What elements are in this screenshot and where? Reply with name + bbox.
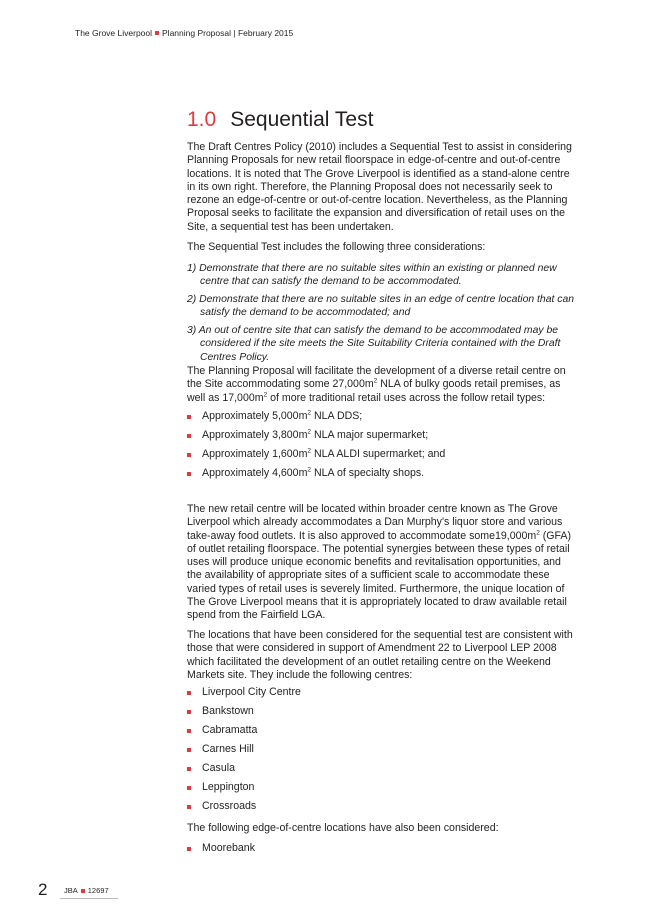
header-project: The Grove Liverpool [75, 28, 153, 38]
new-centre-paragraph [187, 503, 577, 623]
section-number: 1.0 [187, 108, 217, 131]
proposal-paragraph [187, 365, 577, 405]
proposal-text: NLA of bulky goods retail premises, as well as 17,000m [187, 378, 561, 404]
section-heading [187, 108, 373, 132]
list-item: Approximately $5,000m^2$ NLA DDS; [187, 410, 362, 423]
list-item: Approximately $4,600m^2$ NLA of specialty shops. [187, 467, 424, 480]
bullet-dot [155, 31, 159, 35]
list-item: Cabramatta [187, 724, 257, 737]
superscript: 2 [536, 529, 540, 537]
header-document: Planning Proposal | February 2015 [162, 28, 294, 38]
list-item: Approximately $3,800m^2$ NLA major supermarket; [187, 429, 428, 442]
consideration-item: 1) Demonstrate that there are no suitable sites within an existing or planned new centre that can satisfy the demand to be accommodated. [187, 263, 557, 288]
proposal-text: of more traditional retail uses across the follow retail types: [267, 391, 546, 404]
page-header [75, 28, 293, 38]
list-item: Approximately $1,600m^2$ NLA ALDI supermarket; and [187, 448, 445, 461]
superscript: 2 [373, 377, 378, 385]
considerations-intro: The Sequential Test includes the following three considerations: [187, 241, 486, 253]
bullet-dot [81, 889, 85, 893]
superscript: 2 [263, 391, 268, 399]
list-item: Bankstown [187, 705, 254, 718]
list-item: Leppington [187, 781, 254, 794]
locations-intro: The locations that have been considered for the sequential test are consistent with those that were considered in support of Amendment 22 to Liverpool LEP 2008 which facilitated the development of an outlet retailing centre on the Weekend Markets site. They include the following centres: [187, 629, 573, 681]
footer-company: JBA [64, 886, 78, 895]
proposal-text: The Planning Proposal will facilitate the development of a diverse retail centre on the Site accommodating some 27,000m [187, 365, 566, 391]
paragraph-text: The new retail centre will be located within broader centre known as The Grove Liverpool which already accommodates a Dan Murphy's liquor store and various take-away food outlets. It is also approved to accommodate some19,000m [187, 503, 563, 542]
list-item: Liverpool City Centre [187, 686, 301, 699]
page-number: 2 [38, 880, 48, 899]
list-item: Casula [187, 762, 235, 775]
consideration-item: 2) Demonstrate that there are no suitable sites in an edge of centre location that can satisfy the demand to be accommodated; and [187, 294, 574, 319]
list-item: Crossroads [187, 800, 256, 813]
paragraph-text: (GFA) of outlet retailing floorspace. The potential synergies between these types of retail uses will produce unique economic benefits and revitalisation opportunities, and the availability of appropriate sites of a sufficient scale to accommodate these varied types of retail uses is severely limited. Furthermore, the unique location of The Grove Liverpool means that it is appropriately located to draw available retail spend from the Fairfield LGA. [187, 529, 572, 622]
page-footer [64, 886, 109, 895]
footer-divider [60, 898, 118, 899]
footer-job-number: 12697 [87, 886, 109, 895]
edge-intro: The following edge-of-centre locations have also been considered: [187, 822, 499, 834]
intro-paragraph: The Draft Centres Policy (2010) includes a Sequential Test to assist in considering Planning Proposals for new retail floorspace in edge-of-centre and out-of-centre locations. It is noted that The Grove Liverpool is identified as a stand-alone centre in its own right. Therefore, the Planning Proposal does not necessarily seek to rezone an edge-of-centre or out-of-centre location. Nevertheless, as the Planning Proposal seeks to facilitate the expansion and diversification of retail uses on the Site, a sequential test has been undertaken. [187, 141, 572, 233]
list-item: Moorebank [187, 842, 255, 855]
section-title: Sequential Test [230, 108, 374, 131]
consideration-item: 3) An out of centre site that can satisfy the demand to be accommodated may be considered if the site meets the Site Suitability Criteria contained with the Draft Centres Policy. [187, 325, 561, 363]
list-item: Carnes Hill [187, 743, 254, 756]
